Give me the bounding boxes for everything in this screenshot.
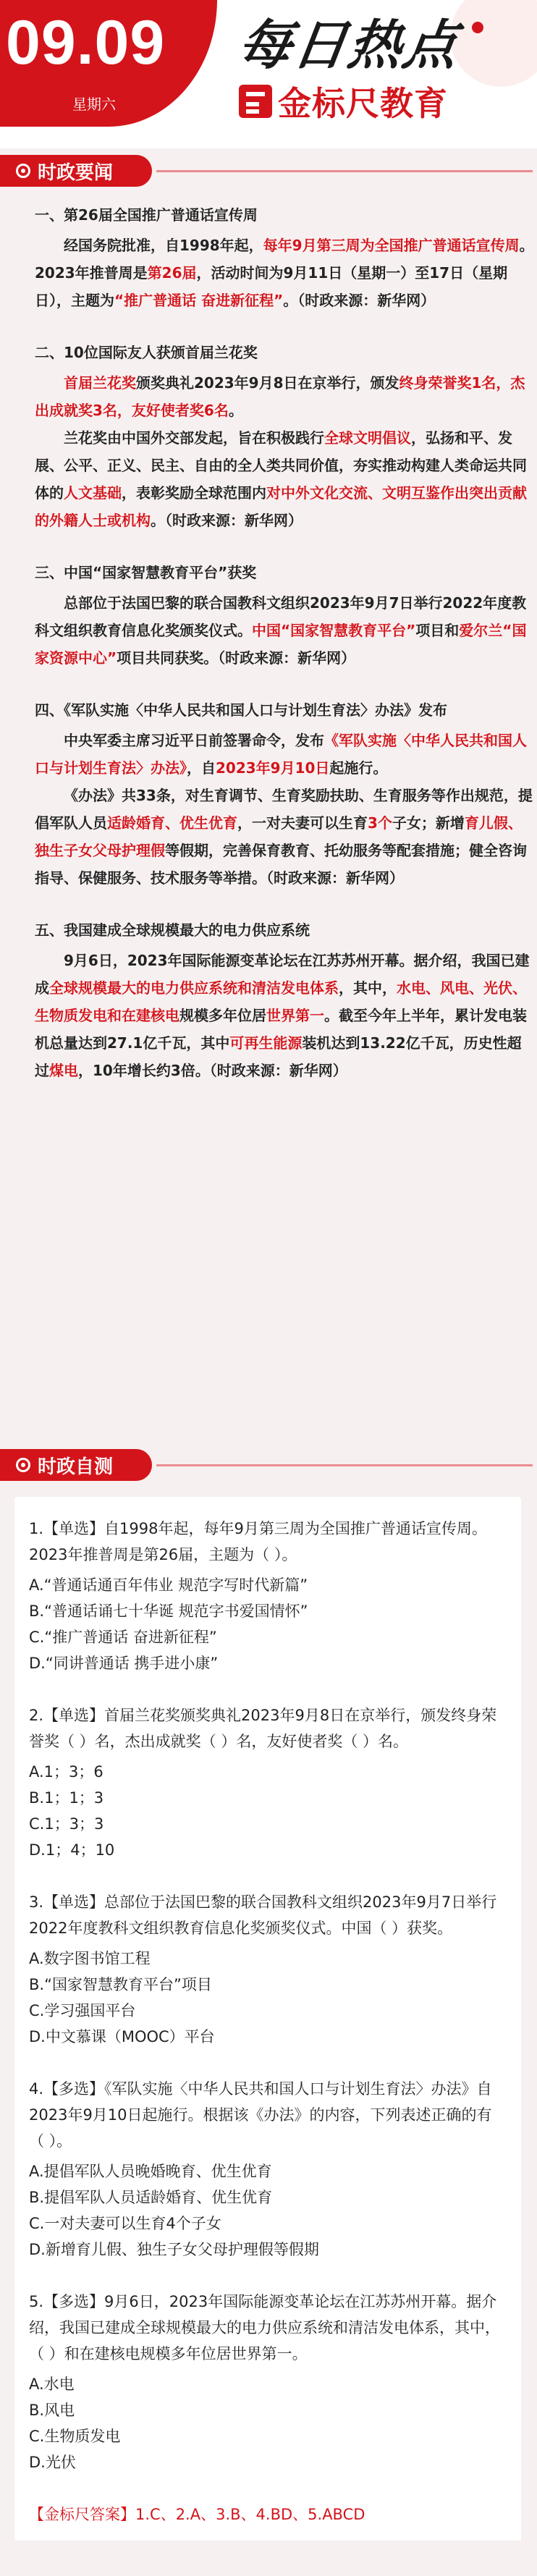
highlight-text: 育儿假、独生子女父母护理假 (35, 814, 523, 859)
body-text: 子女；新增 (392, 814, 465, 832)
target-icon (16, 1458, 30, 1472)
body-text: 。（时政来源：新华网） (151, 512, 303, 529)
news-heading: 二、10位国际友人获颁首届兰花奖 (35, 344, 258, 361)
question-option: A.提倡军队人员晚婚晚育、优生优育 (29, 2163, 272, 2180)
body-text: 等假期，完善保育教育、托幼服务等配套措施；健全咨询指导、保健服务、技术服务等举措。（时政来源：新华网） (35, 842, 527, 887)
body-text: ，一对夫妻可以生育 (237, 814, 368, 832)
section-pill-quiz (0, 1449, 152, 1481)
body-text: 9月6日，2023年国际能源变革论坛在江苏苏州开幕。据介绍，我国已建成 (35, 952, 530, 997)
quiz-question (29, 1516, 505, 1676)
quiz-question (29, 2289, 505, 2475)
news-paragraph (35, 589, 534, 672)
answer-label: 【金标尺答案】 (29, 2506, 135, 2523)
body-text: 项目共同获奖。（时政来源：新华网） (117, 649, 356, 667)
body-text: 项目和 (415, 622, 460, 639)
body-text: ，自 (187, 759, 216, 777)
section-divider (156, 1464, 533, 1466)
highlight-text: 3个 (368, 814, 392, 832)
question-option: D.1；4；10 (29, 1841, 115, 1859)
body-text: ，弘扬和平、发展、公平、正义、民主、自由的全人类共同价值，夯实推动构建人类命运共同体的 (35, 429, 527, 502)
section-divider (156, 170, 533, 172)
highlight-text: 全球规模最大的电力供应系统和清洁发电体系 (49, 979, 339, 997)
body-text: ，其中， (339, 979, 397, 997)
title-dot-icon (472, 22, 483, 33)
quiz-card (14, 1497, 521, 2549)
question-stem: 5.【多选】9月6日，2023年国际能源变革论坛在江苏苏州开幕。据介绍，我国已建成全球规模最大的电力供应系统和清洁发电体系，其中，（ ）和在建核电规模多年位居世界第一。 (29, 2293, 500, 2362)
highlight-text: 第26届 (147, 264, 197, 282)
weekday-label: 星期六 (72, 96, 116, 113)
question-stem: 2.【单选】首届兰花奖颁奖典礼2023年9月8日在京举行，颁发终身荣誉奖（ ）名，杰出成就奖（ ）名，友好使者奖（ ）名。 (29, 1707, 497, 1750)
news-heading: 三、中国“国家智慧教育平台”获奖 (35, 564, 257, 581)
date-badge (0, 0, 217, 127)
quiz-question (29, 2076, 505, 2263)
question-option: A.1；3；6 (29, 1763, 103, 1781)
body-text: 。 (228, 402, 243, 419)
highlight-text: 爱尔兰“国家资源中心” (35, 622, 527, 667)
news-item (35, 916, 534, 1084)
brand-logo-group (239, 81, 448, 122)
news-item (35, 339, 534, 534)
quiz-question (29, 1702, 505, 1863)
body-text: 经国务院批准，自1998年起， (64, 237, 263, 254)
body-text: 《办法》共33条，对生育调节、生育奖励扶助、生育服务等作出规范，提倡军队人员 (35, 787, 533, 832)
question-option: C.“推广普通话 奋进新征程” (29, 1629, 217, 1646)
highlight-text: 对中外文化交流、文明互鉴作出突出贡献的外籍人士或机构 (35, 484, 527, 529)
section-title-quiz (0, 1448, 533, 1482)
news-item (35, 201, 534, 314)
news-heading: 五、我国建成全球规模最大的电力供应系统 (35, 921, 310, 939)
body-text: ，表彰奖励全球范围内 (122, 484, 266, 502)
question-option: D.中文慕课（MOOC）平台 (29, 2028, 215, 2045)
question-option: B.“国家智慧教育平台”项目 (29, 1976, 212, 1993)
body-text: ，活动时间为9月11日（星期一）至17日（星期日），主题为 (35, 264, 508, 309)
news-item (35, 559, 534, 672)
highlight-text: 《军队实施〈中华人民共和国人口与计划生育法〉办法》 (35, 732, 527, 777)
highlight-text: 全球文明倡议 (324, 429, 411, 447)
body-text: 兰花奖由中国外交部发起，旨在积极践行 (64, 429, 324, 447)
highlight-text: 人文基础 (64, 484, 122, 502)
question-stem: 1.【单选】自1998年起，每年9月第三周为全国推广普通话宣传周。2023年推普周是第26届，主题为（ ）。 (29, 1520, 487, 1563)
section-label-quiz: 时政自测 (38, 1456, 114, 1478)
daily-hot-title: 每日热点 (234, 14, 463, 77)
question-option: D.“同讲普通话 携手进小康” (29, 1655, 219, 1672)
question-option: C.一对夫妻可以生育4个子女 (29, 2215, 221, 2232)
question-option: B.提倡军队人员适龄婚育、优生优育 (29, 2189, 273, 2206)
body-text: 。截至今年上半年，累计发电装机总量达到27.1亿千瓦，其中 (35, 1007, 527, 1052)
question-option: C.1；3；3 (29, 1815, 104, 1833)
section-pill-news (0, 155, 152, 187)
question-option: A.数字图书馆工程 (29, 1950, 151, 1967)
header-banner (0, 0, 537, 148)
highlight-text: 世界第一 (266, 1007, 324, 1024)
question-option: D.光伏 (29, 2454, 76, 2471)
body-text: 总部位于法国巴黎的联合国教科文组织2023年9月7日举行2022年度教科文组织教育信息化奖颁奖仪式。 (35, 594, 527, 639)
footer-band (0, 2541, 537, 2576)
news-paragraph (35, 369, 534, 424)
question-option: C.生物质发电 (29, 2428, 121, 2445)
body-text: 规模多年位居 (179, 1007, 266, 1024)
news-list (35, 201, 534, 1109)
body-text: ，10年增长约3倍。（时政来源：新华网） (78, 1062, 347, 1079)
news-paragraph (35, 782, 534, 892)
highlight-text: 每年9月第三周为全国推广普通话宣传周 (263, 237, 520, 254)
question-option: C.学习强国平台 (29, 2002, 136, 2019)
highlight-text: 可再生能源 (229, 1034, 303, 1052)
news-paragraph (35, 424, 534, 534)
highlight-text: 首届兰花奖 (64, 374, 136, 392)
highlight-text: 适龄婚育、优生优育 (107, 814, 237, 832)
answer-values: 1.C、2.A、3.B、4.BD、5.ABCD (135, 2506, 365, 2523)
news-paragraph (35, 947, 534, 1084)
header-decoration (450, 0, 537, 87)
question-stem: 3.【单选】总部位于法国巴黎的联合国教科文组织2023年9月7日举行2022年度教科文组织教育信息化奖颁奖仪式。中国（ ）获奖。 (29, 1893, 497, 1937)
highlight-text: 水电、风电、光伏、生物质发电和在建核电 (35, 979, 527, 1024)
body-text: 中央军委主席习近平日前签署命令，发布 (64, 732, 324, 749)
highlight-text: 终身荣誉奖1名，杰出成就奖3名，友好使者奖6名 (35, 374, 525, 419)
section-label-news: 时政要闻 (38, 161, 114, 184)
quiz-question-list (29, 1516, 505, 2475)
news-paragraph (35, 727, 534, 782)
date-number: 09.09 (6, 8, 166, 77)
news-paragraph (35, 232, 534, 314)
target-icon (16, 164, 30, 178)
body-text: 。2023年推普周是 (35, 237, 534, 282)
quiz-question (29, 1889, 505, 2050)
answer-key (29, 2501, 505, 2528)
brand-logo-icon (239, 85, 272, 118)
question-option: B.“普通话诵七十华诞 规范字书爱国情怀” (29, 1602, 308, 1620)
body-text: 起施行。 (329, 759, 388, 777)
question-option: B.风电 (29, 2402, 75, 2419)
question-option: A.水电 (29, 2376, 75, 2393)
news-item (35, 696, 534, 892)
highlight-text: “推广普通话 奋进新征程” (114, 292, 284, 309)
section-title-news (0, 153, 533, 188)
body-text: 装机达到13.22亿千瓦，历史性超过 (35, 1034, 522, 1079)
body-text: 颁奖典礼2023年9月8日在京举行，颁发 (136, 374, 399, 392)
highlight-text: 煤电 (49, 1062, 78, 1079)
question-stem: 4.【多选】《军队实施〈中华人民共和国人口与计划生育法〉办法》自2023年9月10日起施行。根据该《办法》的内容，下列表述正确的有（ ）。 (29, 2080, 492, 2150)
highlight-text: 中国“国家智慧教育平台” (252, 622, 416, 639)
news-heading: 四、《军队实施〈中华人民共和国人口与计划生育法〉办法》发布 (35, 701, 447, 719)
question-option: B.1；1；3 (29, 1789, 104, 1807)
brand-name: 金标尺教育 (278, 84, 448, 123)
highlight-text: 2023年9月10日 (216, 759, 330, 777)
body-text: 。（时政来源：新华网） (283, 292, 436, 309)
news-heading: 一、第26届全国推广普通话宣传周 (35, 206, 258, 224)
question-option: D.新增育儿假、独生子女父母护理假等假期 (29, 2241, 319, 2258)
question-option: A.“普通话通百年伟业 规范字写时代新篇” (29, 1576, 308, 1594)
